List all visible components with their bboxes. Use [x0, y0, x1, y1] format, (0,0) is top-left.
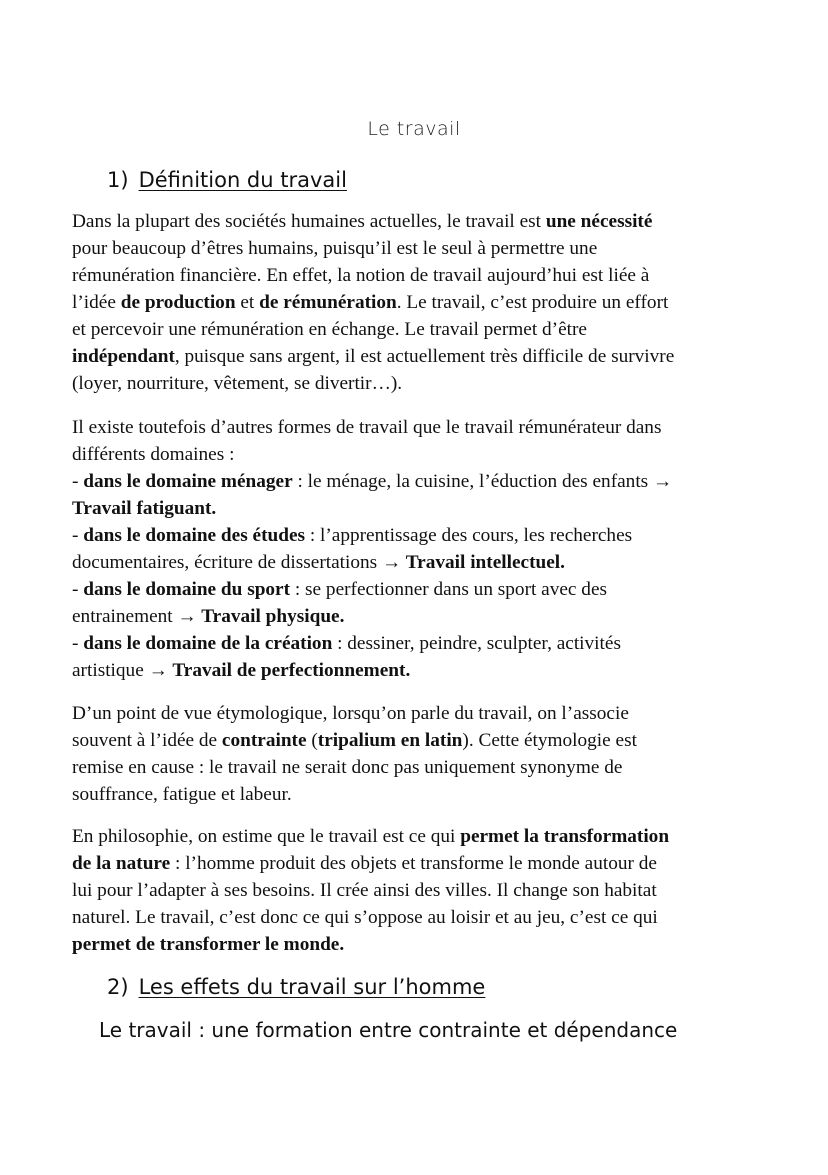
- text: : le ménage, la cuisine, l’éduction des enfants: [292, 471, 653, 492]
- paragraph-other-forms: [72, 414, 772, 684]
- text: -: [72, 525, 84, 546]
- bold-text: dans le domaine de la création: [83, 633, 333, 654]
- text: : se perfectionner dans un sport avec des: [290, 579, 608, 600]
- document-title: Le travail: [367, 118, 461, 140]
- text: -: [72, 579, 84, 600]
- section-number: 2): [107, 975, 129, 999]
- text: différents domaines :: [72, 444, 235, 465]
- bold-text: une nécessité: [545, 211, 653, 232]
- text: : l’homme produit des objets et transforme le monde autour de: [170, 853, 657, 874]
- text: pour beaucoup d’êtres humains, puisqu’il est le seul à permettre une: [72, 238, 598, 259]
- text: l’idée: [72, 292, 121, 313]
- text: et: [235, 292, 260, 313]
- section-title: Définition du travail: [138, 168, 347, 192]
- text: (loyer, nourriture, vêtement, se divertir…).: [72, 373, 403, 394]
- paragraph-definition: [72, 208, 772, 397]
- text: . Le travail, c’est produire un effort: [396, 292, 669, 313]
- text-line: [72, 289, 772, 316]
- text: remise en cause : le travail ne serait donc pas uniquement synonyme de: [72, 757, 623, 778]
- text-line: [72, 781, 772, 808]
- text: et percevoir une rémunération en échange. Le travail permet d’être: [72, 319, 587, 340]
- text: En philosophie, on estime que le travail est ce qui: [72, 826, 461, 847]
- text-line: [72, 823, 772, 850]
- text-line: [72, 850, 772, 877]
- bold-text: Travail fatiguant.: [72, 498, 217, 519]
- text: artistique: [72, 660, 149, 681]
- text: naturel. Le travail, c’est donc ce qui s’oppose au loisir et au jeu, c’est ce qui: [72, 907, 658, 928]
- text-line: [72, 468, 772, 495]
- text-line: [72, 370, 772, 397]
- bold-text: indépendant: [72, 346, 175, 367]
- bold-text: →: [653, 471, 673, 492]
- bold-text: → Travail de perfectionnement.: [148, 660, 411, 681]
- text-line: [72, 931, 772, 958]
- text-line: [72, 343, 772, 370]
- text: (: [306, 730, 318, 751]
- text-line: [72, 657, 772, 684]
- text: souffrance, fatigue et labeur.: [72, 784, 292, 805]
- bold-text: de la nature: [72, 853, 171, 874]
- text-line: [72, 603, 772, 630]
- text: souvent à l’idée de: [72, 730, 222, 751]
- bold-text: dans le domaine du sport: [83, 579, 291, 600]
- bold-text: de rémunération: [259, 292, 397, 313]
- text: , puisque sans argent, il est actuellement très difficile de survivre: [174, 346, 675, 367]
- paragraph-philosophy: [72, 823, 772, 958]
- bold-text: → Travail physique.: [177, 606, 345, 627]
- bold-text: dans le domaine des études: [83, 525, 306, 546]
- section-1-heading: [107, 168, 347, 192]
- text: -: [72, 633, 84, 654]
- text: documentaires, écriture de dissertations: [72, 552, 382, 573]
- text: rémunération financière. En effet, la notion de travail aujourd’hui est liée à: [72, 265, 650, 286]
- paragraph-etymology: [72, 700, 772, 808]
- text: Dans la plupart des sociétés humaines actuelles, le travail est: [72, 211, 546, 232]
- text-line: [72, 754, 772, 781]
- text-line: [72, 522, 772, 549]
- text-line: [72, 235, 772, 262]
- text: D’un point de vue étymologique, lorsqu’on parle du travail, on l’associe: [72, 703, 629, 724]
- text: lui pour l’adapter à ses besoins. Il crée ainsi des villes. Il change son habitat: [72, 880, 657, 901]
- text-line: [72, 877, 772, 904]
- text-line: [72, 316, 772, 343]
- text-line: [72, 727, 772, 754]
- text-line: [72, 495, 772, 522]
- text-line: [72, 262, 772, 289]
- bold-text: tripalium en latin: [317, 730, 463, 751]
- text-line: [72, 904, 772, 931]
- text: ). Cette étymologie est: [462, 730, 637, 751]
- bold-text: dans le domaine ménager: [83, 471, 293, 492]
- bold-text: → Travail intellectuel.: [382, 552, 565, 573]
- text: : dessiner, peindre, sculpter, activités: [332, 633, 621, 654]
- section-2-heading: [107, 975, 485, 999]
- subheading: Le travail : une formation entre contrainte et dépendance: [99, 1018, 678, 1042]
- text: : l’apprentissage des cours, les recherches: [305, 525, 633, 546]
- text: Il existe toutefois d’autres formes de travail que le travail rémunérateur dans: [72, 417, 662, 438]
- text-line: [72, 700, 772, 727]
- text-line: [72, 630, 772, 657]
- text-line: [72, 549, 772, 576]
- bold-text: permet la transformation: [460, 826, 670, 847]
- bold-text: de production: [120, 292, 236, 313]
- text: entrainement: [72, 606, 178, 627]
- bold-text: permet de transformer le monde.: [72, 934, 345, 955]
- section-title: Les effets du travail sur l’homme: [138, 975, 486, 999]
- text: -: [72, 471, 84, 492]
- text-line: [72, 208, 772, 235]
- text-line: [72, 441, 772, 468]
- text-line: [72, 414, 772, 441]
- bold-text: contrainte: [221, 730, 307, 751]
- section-number: 1): [107, 168, 129, 192]
- text-line: [72, 576, 772, 603]
